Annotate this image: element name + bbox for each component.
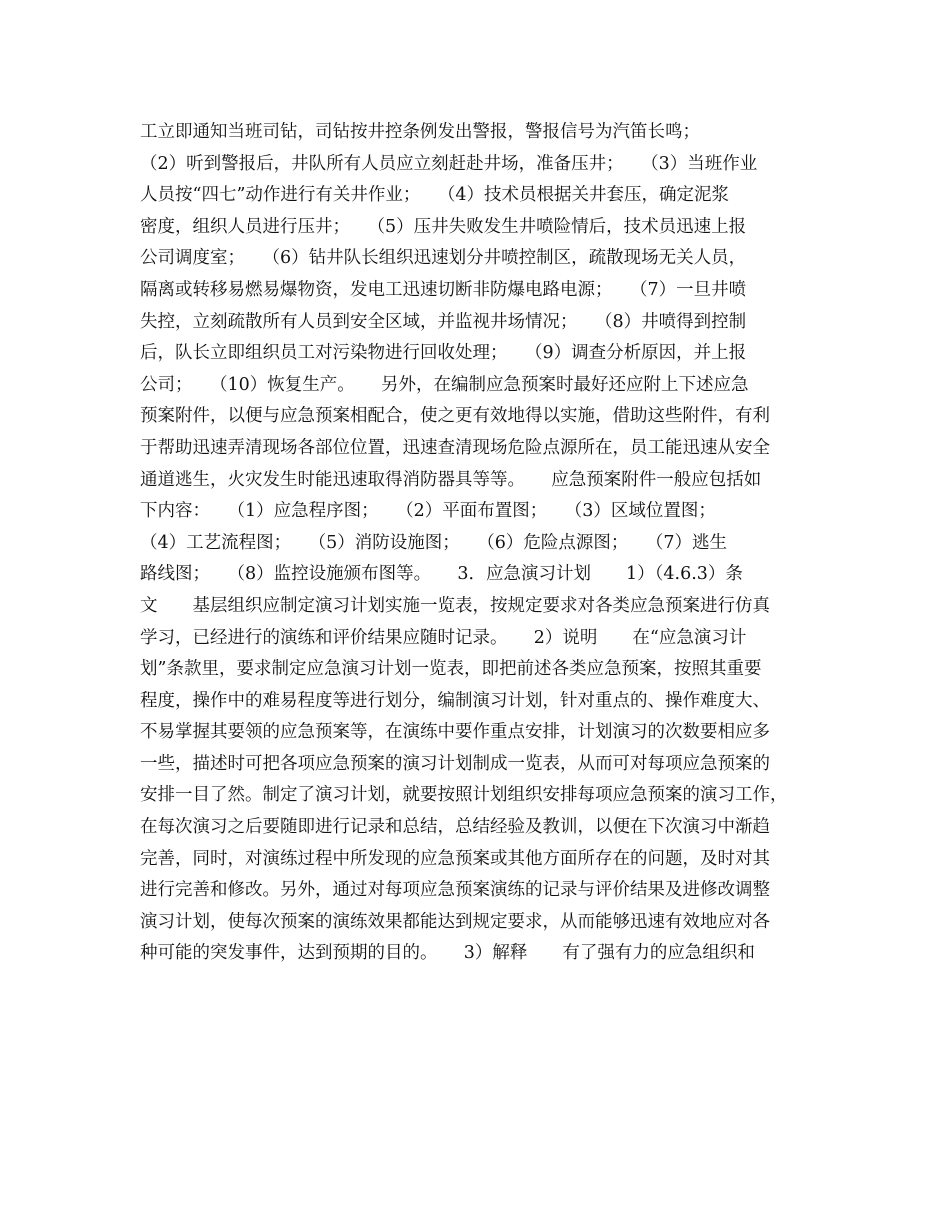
text-line: 完善，同时，对演练过程中所发现的应急预案或其他方面所存在的问题，及时对其 xyxy=(140,848,770,869)
text-line: 划”条款里，要求制定应急演习计划一览表，即把前述各类应急预案，按照其重要 xyxy=(140,659,762,680)
text-line: 失控，立刻疏散所有人员到安全区域，并监视井场情况； （8）井喷得到控制 xyxy=(140,311,747,332)
text-line: 学习，已经进行的演练和评价结果应随时记录。 2）说明 在“应急演习计 xyxy=(140,627,747,648)
text-line: 公司； （10）恢复生产。 另外，在编制应急预案时最好还应附上下述应急 xyxy=(140,374,749,395)
text-line: 演习计划，使每次预案的演练效果都能达到规定要求，从而能够迅速有效地应对各 xyxy=(140,911,770,932)
text-line: 密度，组织人员进行压井； （5）压井失败发生井喷险情后，技术员迅速上报 xyxy=(140,216,747,237)
text-line: 安排一目了然。制定了演习计划，就要按照计划组织安排每项应急预案的演习工作， xyxy=(140,785,788,806)
text-line: 文 基层组织应制定演习计划实施一览表，按规定要求对各类应急预案进行仿真 xyxy=(140,595,770,616)
text-line: （4）工艺流程图； （5）消防设施图； （6）危险点源图； （7）逃生 xyxy=(140,532,728,553)
text-line: 公司调度室； （6）钻井队长组织迅速划分井喷控制区，疏散现场无关人员， xyxy=(140,248,747,269)
text-line: 不易掌握其要领的应急预案等，在演练中要作重点安排，计划演习的次数要相应多 xyxy=(140,722,770,743)
text-line: 隔离或转移易燃易爆物资，发电工迅速切断非防爆电路电源； （7）一旦井喷 xyxy=(140,279,747,300)
text-line: 路线图； （8）监控设施颁布图等。 3．应急演习计划 1）（4.6.3）条 xyxy=(140,564,743,585)
text-line: 下内容： （1）应急程序图； （2）平面布置图； （3）区域位置图； xyxy=(140,501,716,522)
text-line: 在每次演习之后要随即进行记录和总结，总结经验及教训，以便在下次演习中渐趋 xyxy=(140,817,770,838)
text-line: 种可能的突发事件，达到预期的目的。 3）解释 有了强有力的应急组织和 xyxy=(140,943,755,964)
text-line: （2）听到警报后，井队所有人员应立刻赶赴井场，准备压井； （3）当班作业 xyxy=(140,153,758,174)
text-line: 于帮助迅速弄清现场各部位位置，迅速查清现场危险点源所在，员工能迅速从安全 xyxy=(140,437,770,458)
text-line: 通道逃生，火灾发生时能迅速取得消防器具等等。 应急预案附件一般应包括如 xyxy=(140,469,762,490)
text-line: 程度，操作中的难易程度等进行划分，编制演习计划，针对重点的、操作难度大、 xyxy=(140,690,770,711)
text-line: 人员按“四七”动作进行有关井作业； （4）技术员根据关井套压，确定泥浆 xyxy=(140,185,730,206)
text-line: 工立即通知当班司钻，司钻按井控条例发出警报，警报信号为汽笛长鸣； xyxy=(140,122,700,142)
text-line: 一些，描述时可把各项应急预案的演习计划制成一览表，从而可对每项应急预案的 xyxy=(140,753,770,774)
text-line: 进行完善和修改。另外，通过对每项应急预案演练的记录与评价结果及进修改调整 xyxy=(140,880,770,901)
body-text xyxy=(140,117,830,970)
text-line: 后，队长立即组织员工对污染物进行回收处理； （9）调查分析原因，并上报 xyxy=(140,343,747,364)
text-line: 预案附件，以便与应急预案相配合，使之更有效地得以实施，借助这些附件，有利 xyxy=(140,406,770,427)
